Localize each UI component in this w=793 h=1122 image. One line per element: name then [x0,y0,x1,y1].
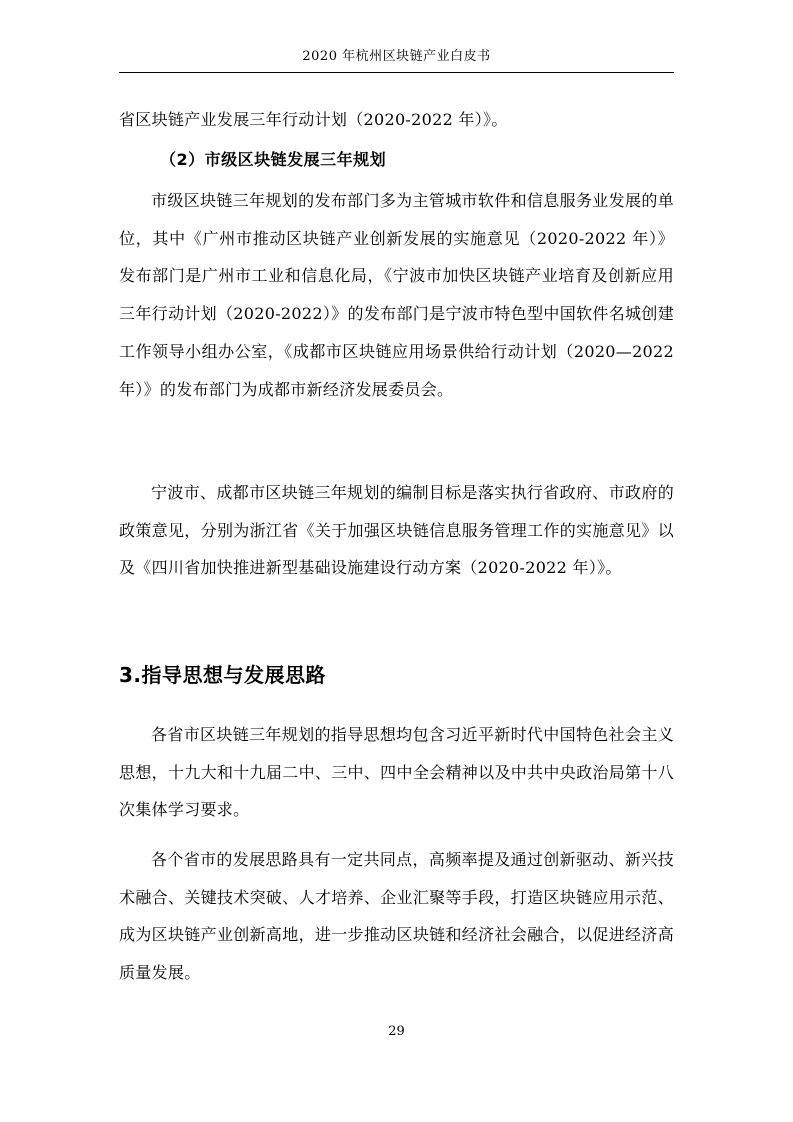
section-heading-guiding-ideas: 3.指导思想与发展思路 [119,663,327,687]
subheading-city-plans: （2）市级区块链发展三年规划 [160,150,387,169]
paragraph-development-approach: 各个省市的发展思路具有一定共同点，高频率提及通过创新驱动、新兴技术融合、关键技术突破、人才培养、企业汇聚等手段，打造区块链应用示范、成为区块链产业创新高地，进一步推动区块链和经济社会融合，以促进经济高质量发展。 [119,850,674,983]
paragraph-city-plan-departments: 市级区块链三年规划的发布部门多为主管城市软件和信息服务业发展的单位，其中《广州市推动区块链产业创新发展的实施意见（2020-2022 年）》发布部门是广州市工业和信息化局，《宁波市加快区块链产业培育及创新应用三年行动计划（2020-2022）》的发布部门是宁波市特色型中国软件名城创建工作领导小组办公室，《成都市区块链应用场景供给行动计划（2020—2022 年）》的发布部门为成都市新经济发展委员会。 [119,191,674,399]
paragraph-guiding-ideas: 各省市区块链三年规划的指导思想均包含习近平新时代中国特色社会主义思想，十九大和十九届二中、三中、四中全会精神以及中共中央政治局第十八次集体学习要求。 [119,725,674,820]
paragraph-continuation: 省区块链产业发展三年行动计划（2020-2022 年）》。 [119,110,508,129]
page-number: 29 [388,1024,405,1039]
header-divider [119,72,674,73]
page-header-title: 2020 年杭州区块链产业白皮书 [302,49,491,64]
paragraph-plan-objectives: 宁波市、成都市区块链三年规划的编制目标是落实执行省政府、市政府的政策意见，分别为浙江省《关于加强区块链信息服务管理工作的实施意见》以及《四川省加快推进新型基础设施建设行动方案（2020-2022 年）》。 [119,483,674,578]
